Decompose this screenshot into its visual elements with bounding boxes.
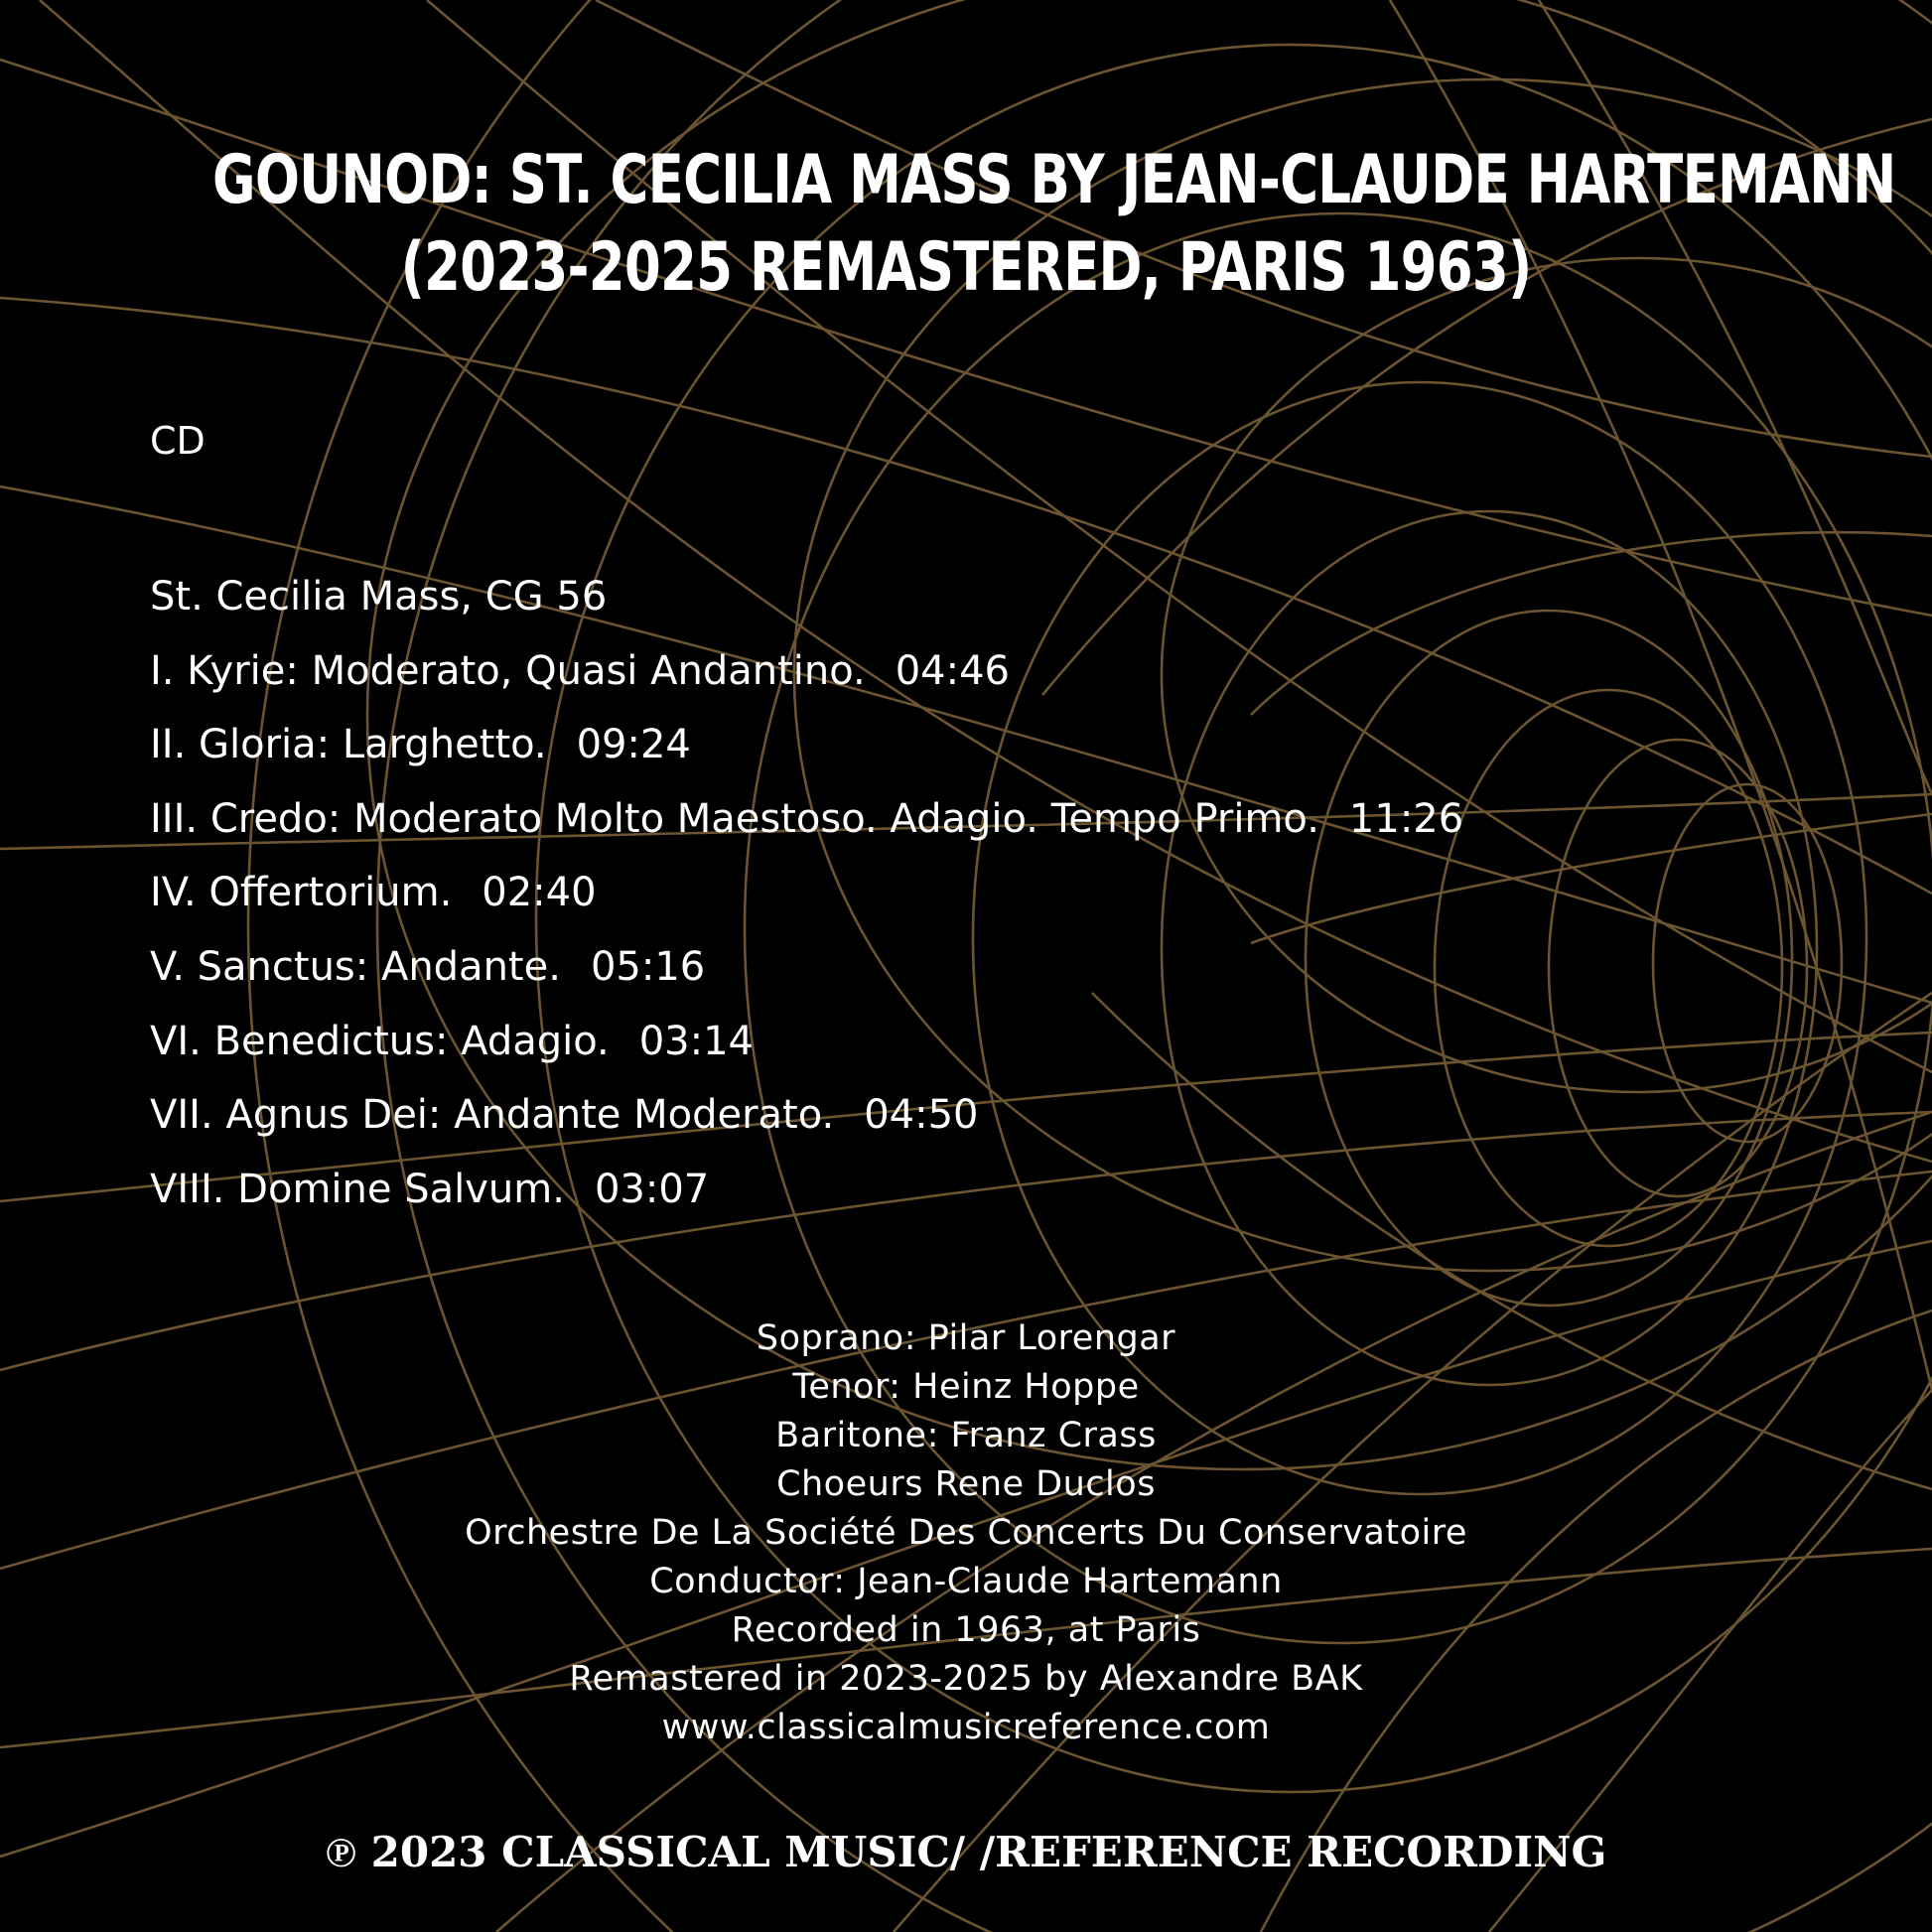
track-title: II. Gloria: Larghetto. <box>150 722 547 768</box>
track-duration: 09:24 <box>576 722 691 768</box>
copyright-notice: ℗ 2023 CLASSICAL MUSIC/ /REFERENCE RECORDING <box>325 1828 1607 1876</box>
track-row <box>150 1153 1463 1227</box>
track-row <box>150 856 1463 930</box>
credit-line: Tenor: Heinz Hoppe <box>792 1367 1140 1407</box>
credit-line: Soprano: Pilar Lorengar <box>756 1318 1176 1358</box>
track-title: V. Sanctus: Andante. <box>150 943 561 990</box>
track-duration: 05:16 <box>590 943 706 990</box>
tracklist <box>150 560 1463 1226</box>
track-duration: 02:40 <box>482 870 597 916</box>
credit-line: Baritone: Franz Crass <box>775 1416 1157 1455</box>
track-duration: 03:07 <box>594 1166 710 1212</box>
track-duration: 03:14 <box>638 1018 754 1064</box>
credit-line: Conductor: Jean-Claude Hartemann <box>649 1562 1283 1601</box>
album-title-line-1: GOUNOD: ST. CECILIA MASS BY JEAN-CLAUDE HARTEMANN <box>212 141 1896 219</box>
album-title <box>212 137 1896 312</box>
track-title: IV. Offertorium. <box>150 870 453 916</box>
track-row <box>150 930 1463 1005</box>
album-title-line-2: (2023-2025 REMASTERED, PARIS 1963) <box>400 228 1532 307</box>
track-row <box>150 1078 1463 1153</box>
track-title: VII. Agnus Dei: Andante Moderato. <box>150 1092 835 1139</box>
track-title: VI. Benedictus: Adagio. <box>150 1018 610 1064</box>
track-row <box>150 708 1463 782</box>
track-title: VIII. Domine Salvum. <box>150 1166 565 1212</box>
credit-line: Remastered in 2023-2025 by Alexandre BAK <box>569 1659 1363 1699</box>
track-row <box>150 1005 1463 1079</box>
credits <box>0 1314 1932 1752</box>
format-label: CD <box>150 419 206 463</box>
work-title: St. Cecilia Mass, CG 56 <box>150 574 608 620</box>
credit-line: Orchestre De La Société Des Concerts Du Conservatoire <box>465 1513 1467 1553</box>
track-title: III. Credo: Moderato Molto Maestoso. Adagio. Tempo Primo. <box>150 795 1319 842</box>
track-row <box>150 782 1463 857</box>
track-duration: 04:46 <box>895 647 1011 694</box>
track-title: I. Kyrie: Moderato, Quasi Andantino. <box>150 647 866 694</box>
website-link: www.classicalmusicreference.com <box>661 1708 1271 1747</box>
track-duration: 04:50 <box>864 1092 979 1139</box>
credit-line: Choeurs Rene Duclos <box>776 1464 1156 1504</box>
track-duration: 11:26 <box>1348 795 1464 842</box>
credit-line: Recorded in 1963, at Paris <box>731 1610 1201 1650</box>
track-row <box>150 634 1463 709</box>
